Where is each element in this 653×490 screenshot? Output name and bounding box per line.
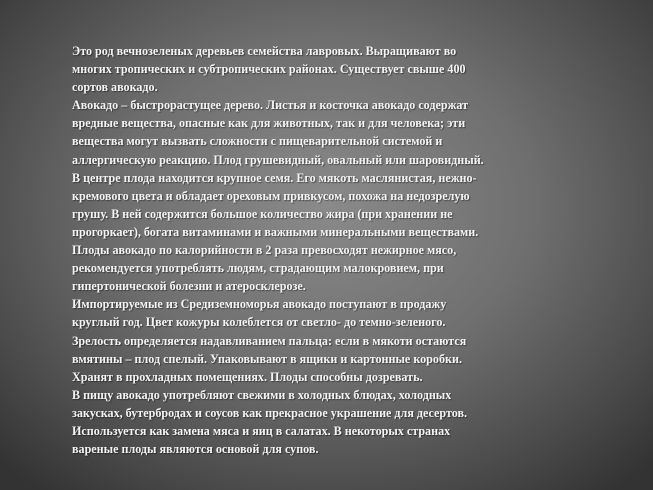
text-line: вредные вещества, опасные как для животных, так и для человека; эти [72, 116, 466, 131]
text-line: Используется как замена мяса и яиц в салатах. В некоторых странах [72, 423, 451, 438]
text-line: В пищу авокадо употребляют свежими в холодных блюдах, холодных [72, 387, 452, 402]
text-line: вещества могут вызвать сложности с пищеварительной системой и [72, 134, 443, 149]
text-line: В центре плода находится крупное семя. Его мякоть маслянистая, нежно- [72, 170, 477, 185]
text-line: гипертонической болезни и атеросклерозе. [72, 279, 306, 294]
text-line: Авокадо – быстрорастущее дерево. Листья и косточка авокадо содержат [72, 98, 469, 113]
slide-text-body [72, 42, 572, 458]
text-line: круглый год. Цвет кожуры колеблется от светло- до темно-зеленого. [72, 315, 446, 330]
text-line: грушу. В ней содержится большое количество жира (при хранении не [72, 206, 453, 221]
text-line: рекомендуется употреблять людям, страдающим малокровием, при [72, 261, 444, 276]
text-line: прогоркает), богата витаминами и важными минеральными веществами. [72, 224, 479, 239]
text-line: Импортируемые из Средиземноморья авокадо поступают в продажу [72, 297, 447, 312]
text-line: многих тропических и субтропических районах. Существует свыше 400 [72, 62, 466, 77]
text-line: Зрелость определяется надавливанием пальца: если в мякоти остаются [72, 333, 467, 348]
text-line: сортов авокадо. [72, 80, 158, 95]
text-line: аллергическую реакцию. Плод грушевидный, овальный или шаровидный. [72, 152, 484, 167]
text-line: закусках, бутербродах и соусов как прекрасное украшение для десертов. [72, 405, 468, 420]
text-line: Хранят в прохладных помещениях. Плоды способны дозревать. [72, 369, 423, 384]
text-line: Это род вечнозеленых деревьев семейства лавровых. Выращивают во [72, 44, 457, 58]
text-line: вмятины – плод спелый. Упаковывают в ящики и картонные коробки. [72, 351, 462, 366]
text-line: Плоды авокадо по калорийности в 2 раза превосходят нежирное мясо, [72, 243, 457, 258]
text-line: вареные плоды являются основой для супов. [72, 442, 319, 457]
text-line: кремового цвета и обладает ореховым привкусом, похожа на недозрелую [72, 188, 470, 203]
